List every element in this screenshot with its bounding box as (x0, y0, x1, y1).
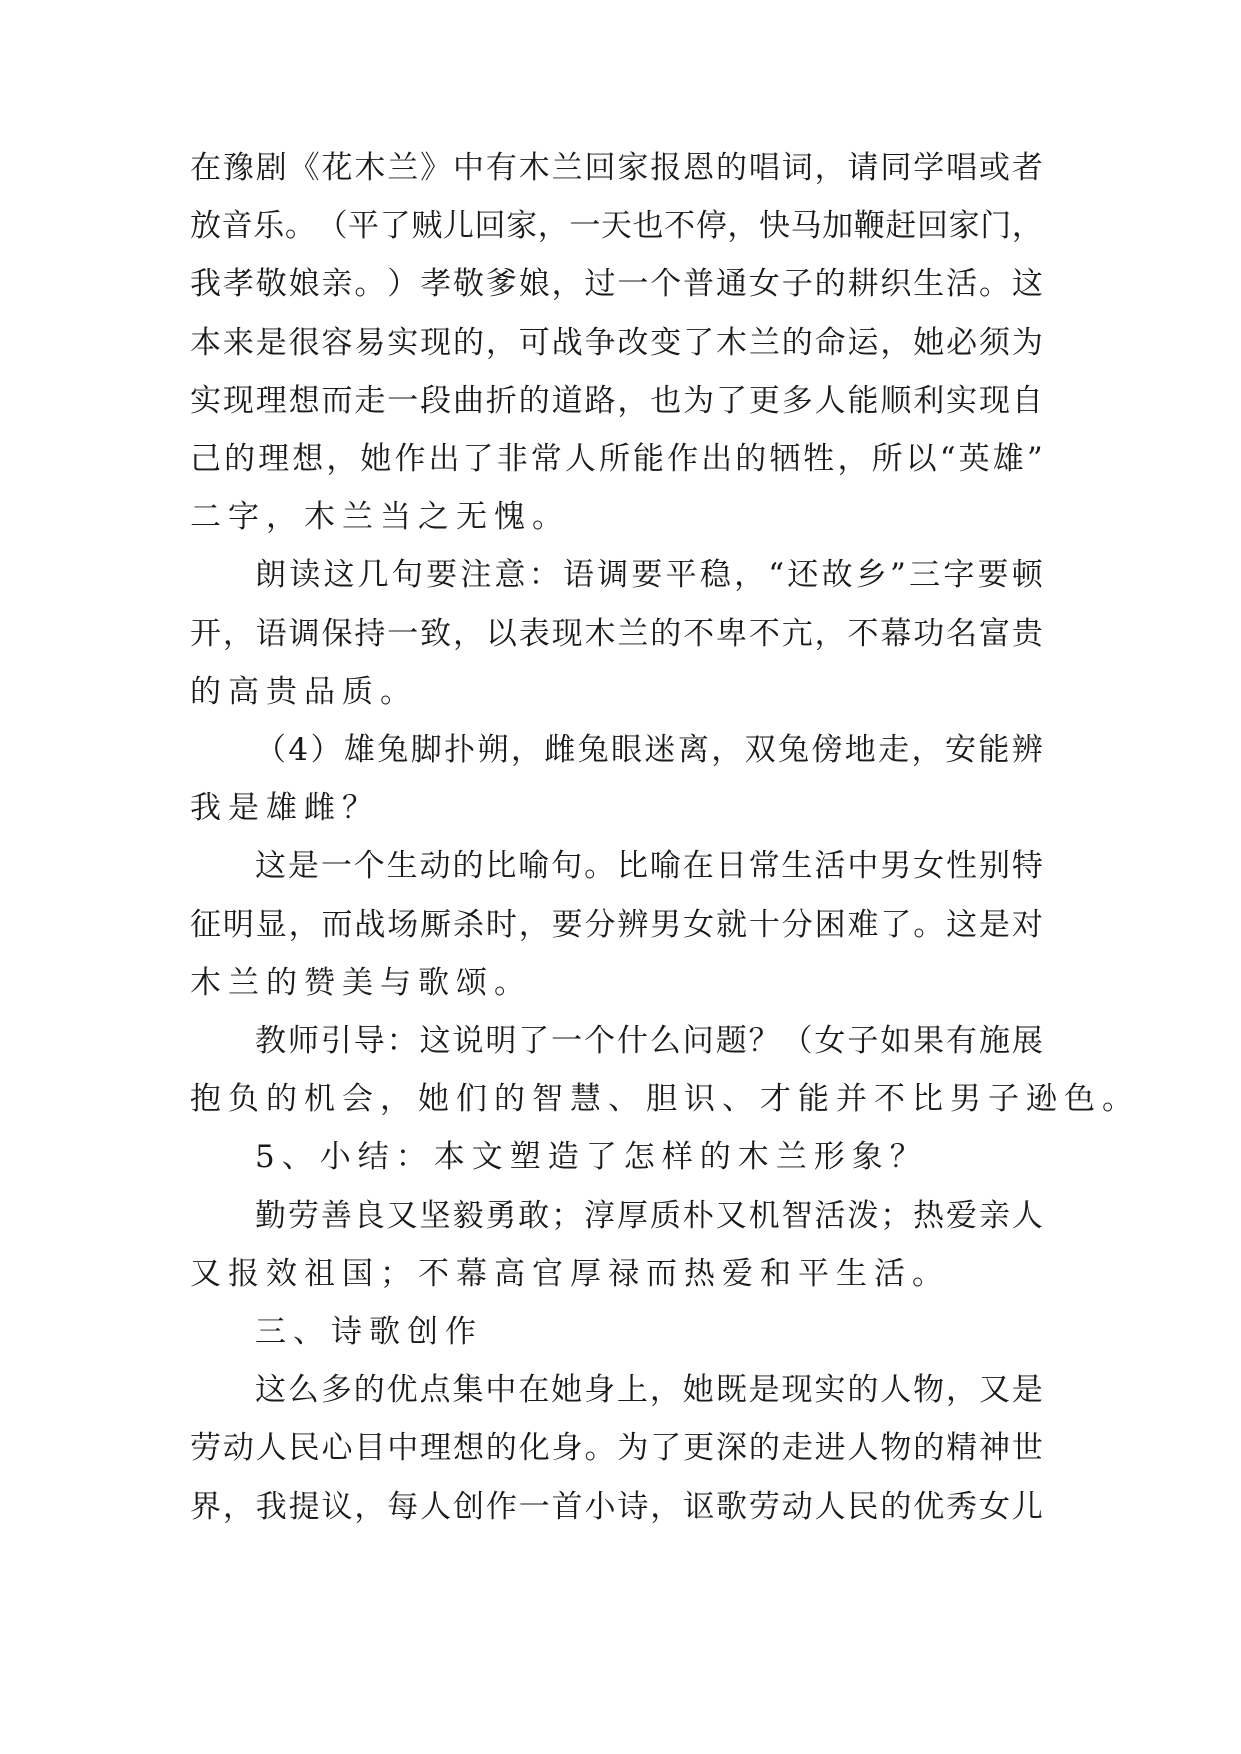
paragraph-line: 木兰的赞美与歌颂。 (190, 965, 532, 1001)
paragraph-line: 勤 劳 善 良 又 坚 毅 勇 敢 ； 淳 厚 质 朴 又 机 智 活 泼 ； 热 爱 亲 人 (255, 1198, 1043, 1234)
paragraph-line: 这 是 一 个 生 动 的 比 喻 句 。 比 喻 在 日 常 生 活 中 男 女 性 别 特 (255, 848, 1043, 884)
paragraph-line: 我 孝 敬 娘 亲 。 ） 孝 敬 爹 娘 ， 过 一 个 普 通 女 子 的 耕 织 生 活 。 这 (190, 266, 1043, 302)
paragraph-line: 界 ， 我 提 议 ， 每 人 创 作 一 首 小 诗 ， 讴 歌 劳 动 人 民 的 优 秀 女 儿 (190, 1489, 1043, 1525)
paragraph-line: 己 的 理 想 ， 她 作 出 了 非 常 人 所 能 作 出 的 牺 牲 ， 所 以 “ 英 雄 ” (190, 441, 1043, 477)
paragraph-line: 二字，木兰当之无愧。 (190, 499, 570, 535)
paragraph-line: 又报效祖国；不幕高官厚禄而热爱和平生活。 (190, 1256, 950, 1292)
paragraph-line: 放 音 乐 。 （ 平 了 贼 儿 回 家 ， 一 天 也 不 停 ， 快 马 加 鞭 赶 回 家 门 ， (190, 208, 1043, 244)
paragraph-line: 实 现 理 想 而 走 一 段 曲 折 的 道 路 ， 也 为 了 更 多 人 能 顺 利 实 现 自 (190, 383, 1043, 419)
paragraph-line: 抱负的机会，她们的智慧、胆识、才能并不比男子逊色。 (190, 1081, 1140, 1117)
paragraph-line: 朗 读 这 几 句 要 注 意 ： 语 调 要 平 稳 ， “ 还 故 乡 ” 三 字 要 顿 (255, 557, 1043, 593)
paragraph-line: 这 么 多 的 优 点 集 中 在 她 身 上 ， 她 既 是 现 实 的 人 物 ， 又 是 (255, 1372, 1043, 1408)
paragraph-line: 开 ， 语 调 保 持 一 致 ， 以 表 现 木 兰 的 不 卑 不 亢 ， 不 幕 功 名 富 贵 (190, 616, 1043, 652)
paragraph-line: （ 4 ） 雄 兔 脚 扑 朔 ， 雌 兔 眼 迷 离 ， 双 兔 傍 地 走 ， 安 能 辨 (255, 732, 1043, 768)
paragraph-line: 的高贵品质。 (190, 674, 418, 710)
paragraph-line: 在 豫 剧 《 花 木 兰 》 中 有 木 兰 回 家 报 恩 的 唱 词 ， 请 同 学 唱 或 者 (190, 150, 1043, 186)
paragraph-line: 劳 动 人 民 心 目 中 理 想 的 化 身 。 为 了 更 深 的 走 进 人 物 的 精 神 世 (190, 1430, 1043, 1466)
paragraph-line: 本 来 是 很 容 易 实 现 的 ， 可 战 争 改 变 了 木 兰 的 命 运 ， 她 必 须 为 (190, 325, 1043, 361)
paragraph-line: 5、小结：本文塑造了怎样的木兰形象？ (255, 1139, 928, 1175)
paragraph-line: 教 师 引 导 ： 这 说 明 了 一 个 什 么 问 题 ？ （ 女 子 如 果 有 施 展 (255, 1023, 1043, 1059)
paragraph-line: 征 明 显 ， 而 战 场 厮 杀 时 ， 要 分 辨 男 女 就 十 分 困 难 了 。 这 是 对 (190, 907, 1043, 943)
paragraph-line: 三、诗歌创作 (255, 1314, 483, 1350)
paragraph-line: 我是雄雌？ (190, 790, 380, 826)
